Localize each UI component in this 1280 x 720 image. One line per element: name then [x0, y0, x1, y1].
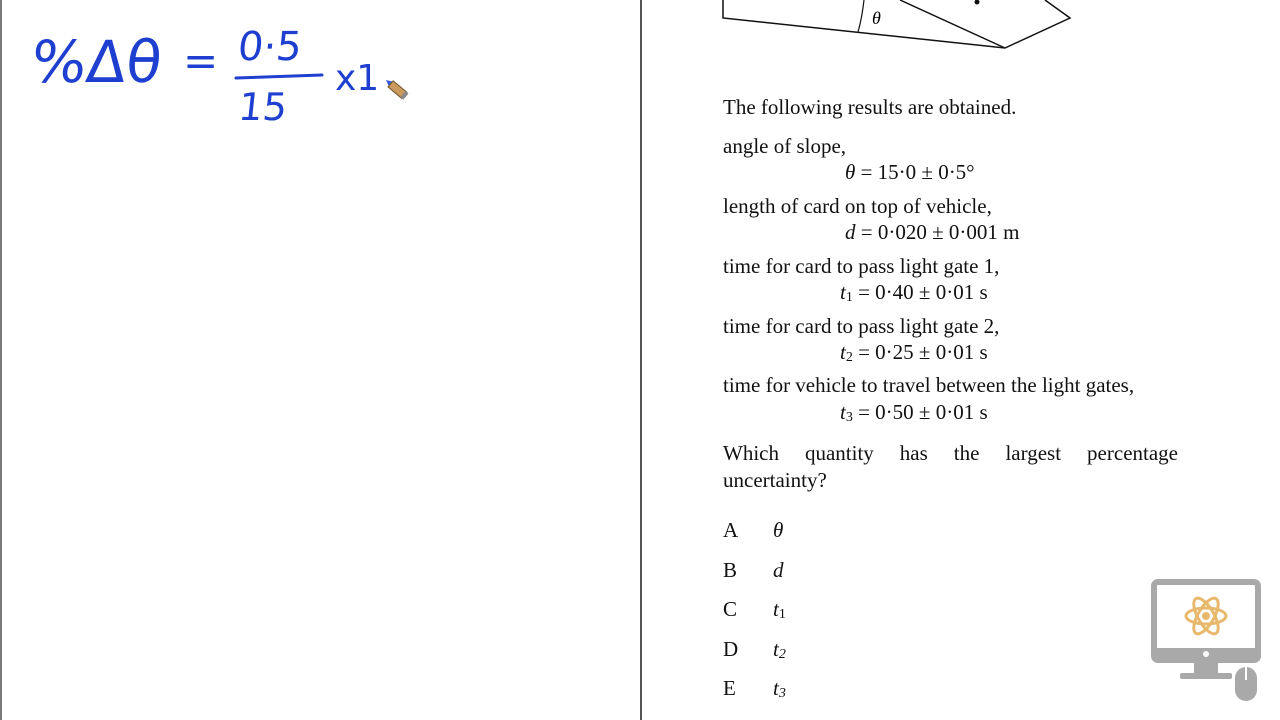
- handwritten-equals: =: [183, 36, 219, 85]
- option-d-letter[interactable]: D: [723, 637, 739, 661]
- option-d-value[interactable]: [773, 637, 786, 662]
- result-equation-angle: [845, 160, 975, 185]
- angle-label: θ: [872, 8, 881, 28]
- diagram-corner-dot: [975, 0, 980, 5]
- angle-arc: [858, 0, 864, 32]
- option-subscript: 3: [778, 686, 786, 701]
- result-subscript: 1: [845, 290, 853, 305]
- result-label-length: length of card on top of vehicle,: [723, 194, 992, 218]
- handwritten-lhs: %Δθ: [27, 28, 166, 96]
- results-intro: The following results are obtained.: [723, 95, 1017, 119]
- result-var: d: [845, 220, 856, 244]
- result-equation-gate2: [840, 340, 988, 365]
- result-label-angle: angle of slope,: [723, 134, 847, 158]
- result-var: θ: [845, 160, 856, 184]
- result-label-gate1: time for card to pass light gate 1,: [723, 254, 1000, 278]
- option-b-letter[interactable]: B: [723, 558, 738, 582]
- option-subscript: 1: [778, 607, 786, 622]
- result-value: = 15·0 ± 0·5°: [855, 160, 975, 184]
- result-value: = 0·40 ± 0·01 s: [852, 280, 988, 304]
- result-equation-length: [845, 220, 1019, 245]
- result-equation-travel: [840, 400, 988, 425]
- result-value: = 0·020 ± 0·001 m: [855, 220, 1020, 244]
- atom-monitor-logo-icon: [1150, 578, 1265, 708]
- option-e-value[interactable]: [773, 676, 786, 701]
- option-e-letter[interactable]: E: [723, 676, 736, 700]
- result-value: = 0·25 ± 0·01 s: [852, 340, 988, 364]
- pen-cursor-icon: [383, 77, 408, 100]
- handwriting-area[interactable]: [0, 0, 640, 160]
- option-var: θ: [773, 518, 784, 542]
- page-divider: [640, 0, 642, 720]
- result-subscript: 3: [845, 410, 853, 425]
- question-text: Which quantity has the largest percentage uncertainty?: [723, 441, 1178, 492]
- result-var: t: [840, 280, 846, 304]
- result-value: = 0·50 ± 0·01 s: [852, 400, 988, 424]
- result-subscript: 2: [845, 350, 853, 365]
- option-var: t: [773, 597, 779, 621]
- option-var: t: [773, 676, 779, 700]
- result-var: t: [840, 400, 846, 424]
- option-var: t: [773, 637, 779, 661]
- slope-outline: [723, 0, 1070, 48]
- slope-diagram: [700, 0, 1100, 60]
- handwritten-numerator: 0·5: [235, 24, 305, 70]
- option-c-letter[interactable]: C: [723, 597, 738, 621]
- option-a-value[interactable]: [773, 518, 783, 543]
- slope-incline: [900, 0, 1005, 48]
- option-a-letter[interactable]: A: [723, 518, 739, 542]
- option-var: d: [773, 558, 784, 582]
- result-label-gate2: time for card to pass light gate 2,: [723, 314, 1000, 338]
- handwritten-denominator: 15: [236, 85, 290, 129]
- option-subscript: 2: [778, 647, 786, 662]
- option-c-value[interactable]: [773, 597, 786, 622]
- result-equation-gate1: [840, 280, 988, 305]
- fraction-bar: [236, 75, 322, 78]
- handwritten-multiplier: x1: [335, 58, 380, 99]
- result-label-travel: time for vehicle to travel between the light gates,: [723, 373, 1135, 397]
- result-var: t: [840, 340, 846, 364]
- option-b-value[interactable]: [773, 558, 784, 583]
